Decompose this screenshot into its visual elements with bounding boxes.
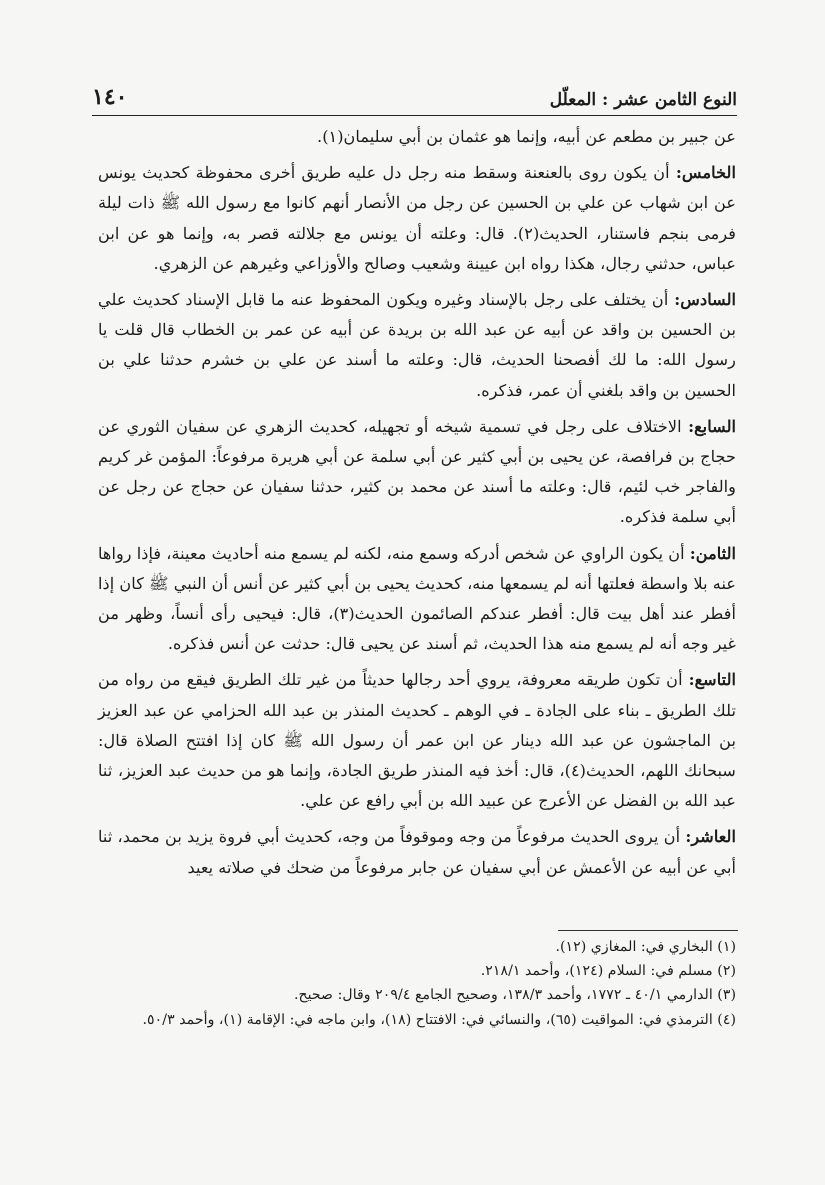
paragraph-text: أن يكون الراوي عن شخص أدركه وسمع منه، لكنه لم يسمع منه أحاديث معينة، فإذا رواها عنه بلا واسطة فعلتها أنه لم يسمعها منه، كحديث يحيى بن أبي كثير عن أنس أن النبي ﷺ كان إذا أفطر عند أهل بيت قال: أفطر عندكم الصائمون الحديث(٣)، قال: فيحيى رأى أنساً، وظهر من غير وجه أنه لم يسمع منه هذا الحديث، ثم أسند عن يحيى قال: حدثت عن أنس فذكره. [98, 543, 737, 654]
running-head: النوع الثامن عشر : المعلّل [549, 90, 737, 110]
paragraph-text: عن جبير بن مطعم عن أبيه، وإنما هو عثمان بن أبي سليمان(١). [317, 127, 736, 146]
footnote: (١) البخاري في: المغازي (١٢). [555, 939, 736, 955]
footnotes [98, 935, 736, 1032]
footnote: (٤) الترمذي في: المواقيت (٦٥)، والنسائي في: الافتتاح (١٨)، وابن ماجه في: الإقامة (١)، وأحمد ٥٠/٣. [142, 1011, 736, 1028]
paragraph-lead: الخامس: [675, 163, 736, 183]
page-number: ١٤٠ [92, 84, 128, 110]
paragraph [98, 822, 736, 882]
body-text [98, 122, 736, 889]
paragraph-text: أن تكون طريقه معروفة، يروي أحد رجالها حديثاً من غير تلك الطريق فيقع من رواه من تلك الطريق ـ بناء على الجادة ـ في الوهم ـ كحديث المنذر بن عبد الله الحزامي عن عبد العزيز بن الماجشون عن عبد الله دينار عن ابن عمر أن رسول الله ﷺ كان إذا افتتح الصلاة قال: سبحانك اللهم، الحديث(٤)، قال: أخذ فيه المنذر طريق الجادة، وإنما هو من حديث عبد العزيز، ثنا عبد الله بن الفضل عن الأعرج عن عبيد الله بن أبي رافع عن علي. [98, 670, 736, 811]
paragraph-lead: العاشر: [685, 827, 736, 847]
paragraph-lead: السادس: [674, 290, 737, 310]
paragraph-text: أن يكون روى بالعنعنة وسقط منه رجل دل عليه طريق أخرى محفوظة كحديث يونس عن ابن شهاب عن علي بن الحسين عن رجل من الأنصار أنهم كانوا مع رسول الله ﷺ ذات ليلة فرمى بنجم فاستنار، الحديث(٢). قال: وعلته أن يونس مع جلالته قصر به، وإنما هو عن ابن عباس، حدثني رجال، هكذا رواه ابن عيينة وشعيب وصالح والأوزاعي وغيرهم عن الزهري. [98, 163, 737, 273]
paragraph-text: أن يختلف على رجل بالإسناد وغيره ويكون المحفوظ عنه ما قابل الإسناد كحديث علي بن الحسين بن واقد عن أبيه عن عبد الله بن بريدة عن أبيه عن عمر بن الخطاب قال قلت يا رسول الله: ما لك أفصحنا الحديث، قال: وعلته ما أسند عن علي بن خشرم حدثنا علي بن الحسين بن واقد بلغني أن عمر، فذكره. [98, 290, 736, 400]
paragraph [98, 285, 736, 406]
paragraph-lead: السابع: [688, 416, 736, 436]
paragraph-lead: التاسع: [688, 670, 736, 690]
paragraph [98, 412, 736, 533]
page-header [92, 84, 737, 110]
footnote: (٢) مسلم في: السلام (١٢٤)، وأحمد ٢١٨/١. [480, 963, 736, 980]
paragraph-lead: الثامن: [689, 543, 736, 563]
footnote-rule [558, 930, 738, 931]
header-rule [92, 115, 737, 116]
footnote: (٣) الدارمي ٤٠/١ ـ ١٧٧٢، وأحمد ١٣٨/٣، وصحيح الجامع ٢٠٩/٤ وقال: صحيح. [293, 987, 736, 1004]
paragraph [98, 122, 736, 152]
paragraph-text: أن يروى الحديث مرفوعاً من وجه وموقوفاً من وجه، كحديث أبي فروة يزيد بن محمد، ثنا أبي عن أبيه عن الأعمش عن أبي سفيان عن جابر مرفوعاً من ضحك في صلاته يعيد [98, 827, 736, 877]
paragraph [98, 158, 736, 279]
paragraph-text: الاختلاف على رجل في تسمية شيخه أو تجهيله، كحديث الزهري عن سفيان الثوري عن حجاج بن فرافصة، عن يحيى بن أبي كثير عن أبي سلمة عن أبي هريرة مرفوعاً: المؤمن غر كريم والفاجر خب لئيم، قال: وعلته ما أسند عن محمد بن كثير، حدثنا سفيان عن حجاج عن رجل عن أبي سلمة فذكره. [98, 416, 736, 527]
paragraph [98, 665, 736, 816]
paragraph [98, 539, 736, 660]
